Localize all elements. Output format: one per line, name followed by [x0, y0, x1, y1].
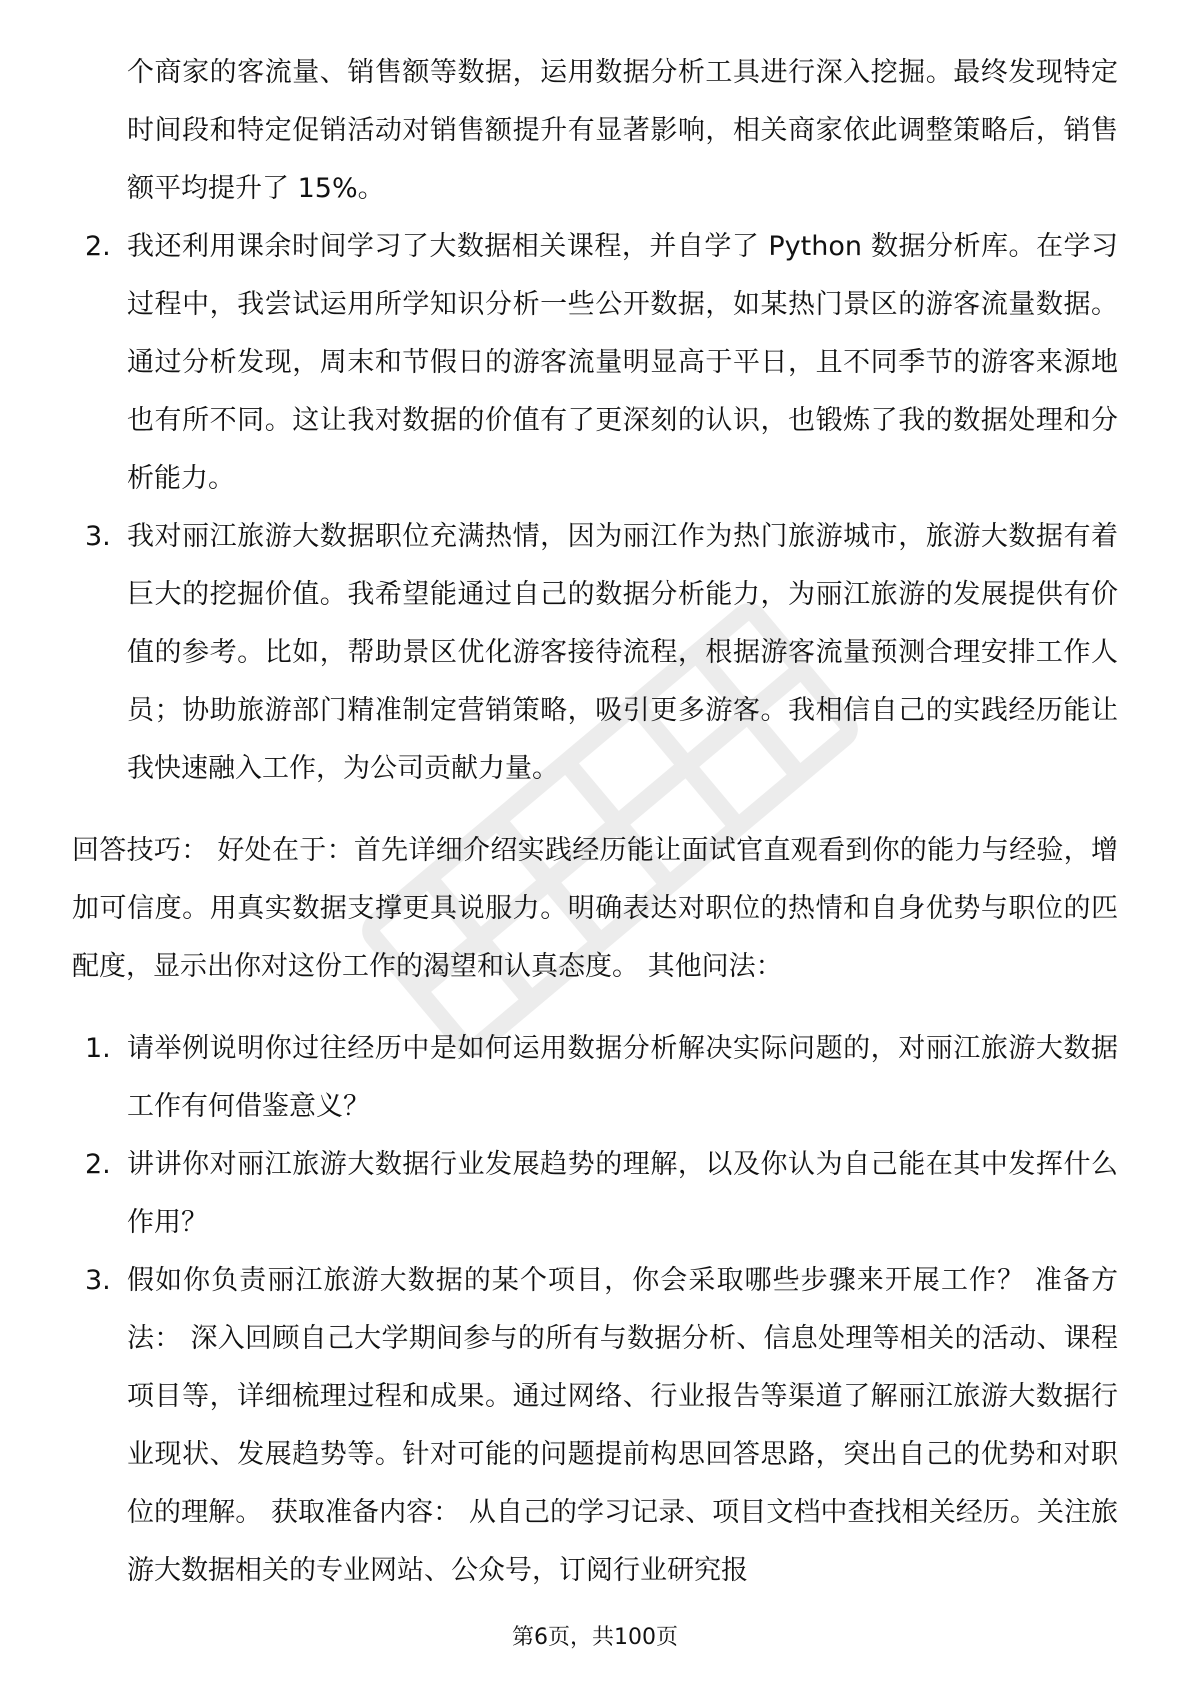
list-item	[72, 1252, 1118, 1600]
list-number: 1.	[85, 1033, 111, 1064]
list-item	[72, 1136, 1118, 1252]
list-item-text: 假如你负责丽江旅游大数据的某个项目，你会采取哪些步骤来开展工作？ 准备方法： 深入回顾自己大学期间参与的所有与数据分析、信息处理等相关的活动、课程项目等，详细梳理过程和成果。通过网络、行业报告等渠道了解丽江旅游大数据行业现状、发展趋势等。针对可能的问题提前构思回答思路，突出自己的优势和对职位的理解。 获取准备内容： 从自己的学习记录、项目文档中查找相关经历。关注旅游大数据相关的专业网站、公众号，订阅行业研究报	[127, 1265, 1118, 1586]
list-number: 2.	[85, 231, 111, 262]
other-questions-list	[72, 1020, 1118, 1600]
list-item-text: 我对丽江旅游大数据职位充满热情，因为丽江作为热门旅游城市，旅游大数据有着巨大的挖掘价值。我希望能通过自己的数据分析能力，为丽江旅游的发展提供有价值的参考。比如，帮助景区优化游客接待流程，根据游客流量预测合理安排工作人员；协助旅游部门精准制定营销策略，吸引更多游客。我相信自己的实践经历能让我快速融入工作，为公司贡献力量。	[127, 521, 1118, 784]
list-number: 2.	[85, 1149, 111, 1180]
list-item	[72, 1020, 1118, 1136]
list-number: 3.	[85, 521, 111, 552]
list-item-text: 讲讲你对丽江旅游大数据行业发展趋势的理解，以及你认为自己能在其中发挥什么作用？	[127, 1149, 1118, 1238]
continuation-paragraph: 个商家的客流量、销售额等数据，运用数据分析工具进行深入挖掘。最终发现特定时间段和特定促销活动对销售额提升有显著影响，相关商家依此调整策略后，销售额平均提升了 15%。	[127, 57, 1118, 204]
list-number: 3.	[85, 1265, 111, 1296]
list-item	[72, 218, 1118, 508]
document-body	[72, 44, 1118, 1600]
list-item-text: 我还利用课余时间学习了大数据相关课程，并自学了 Python 数据分析库。在学习过程中，我尝试运用所学知识分析一些公开数据，如某热门景区的游客流量数据。通过分析发现，周末和节假日的游客流量明显高于平日，且不同季节的游客来源地也有所不同。这让我对数据的价值有了更深刻的认识，也锻炼了我的数据处理和分析能力。	[127, 231, 1118, 494]
list-item-text: 请举例说明你过往经历中是如何运用数据分析解决实际问题的，对丽江旅游大数据工作有何借鉴意义？	[127, 1033, 1118, 1122]
list-item	[72, 508, 1118, 798]
experience-list	[72, 218, 1118, 798]
page-footer: 第6页，共100页	[512, 1625, 678, 1650]
answer-tips-paragraph: 回答技巧： 好处在于：首先详细介绍实践经历能让面试官直观看到你的能力与经验，增加可信度。用真实数据支撑更具说服力。明确表达对职位的热情和自身优势与职位的匹配度，显示出你对这份工作的渴望和认真态度。 其他问法：	[72, 835, 1118, 982]
